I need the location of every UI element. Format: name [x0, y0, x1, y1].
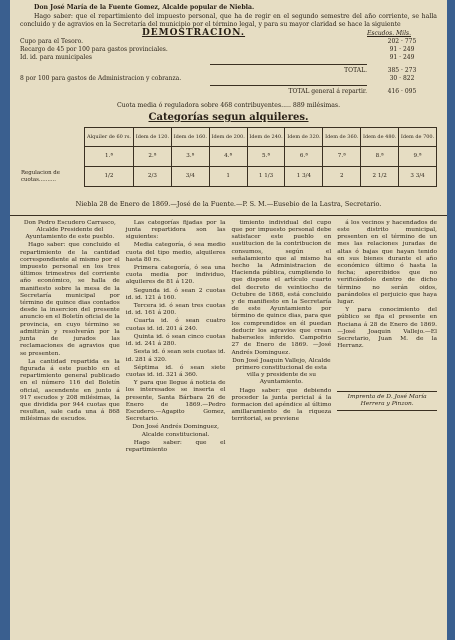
column-3: [232, 220, 332, 455]
table-cell: 6.ª: [285, 147, 323, 167]
demo-row-value: 30 · 822: [389, 74, 415, 82]
column-1: [20, 220, 120, 455]
demo-row-value: 416 · 095: [387, 87, 417, 95]
table-cell: 5.ª: [247, 147, 285, 167]
demo-row: [20, 54, 437, 62]
demo-row-mid: [307, 54, 367, 62]
demo-row-label: Recargo de 45 por 100 para gastos provinciales.: [20, 45, 168, 53]
demostracion-title: DEMOSTRACION.: [141, 28, 246, 39]
date-signature-line: Niebla 28 de Enero de 1869.—José de la Fuente.—P. S. M.—Eusebio de la Lastra, Secretario.: [75, 200, 382, 209]
total-rule: [210, 85, 367, 86]
demo-row-label: 8 por 100 para gastos de Administracion y cobranza.: [20, 74, 182, 82]
table-header-row: [20, 128, 437, 147]
demo-row-mid: TOTAL general á repartir.: [288, 87, 367, 95]
currency-header: Escudos. Mils.: [367, 30, 411, 38]
paragraph: Sesta id. ó sean seis cuotas id. id. 281 á 320.: [125, 349, 226, 363]
intro-text: Hago saber: que el repartimiento del impuesto personal, que ha de regir en el segundo semestre del año corriente, se halla concluido y de agravios en la Secretaría del municipio por el término legal, y para su mayor claridad se hace la siguiente: [20, 13, 437, 28]
categorias-table: [20, 127, 437, 187]
announcement-heading: Don José Joaquin Vallejo, Alcalde primero constitucional de esta villa y presidente de su Ayuntamiento.: [232, 357, 331, 386]
table-cell: 2 1/2: [361, 167, 399, 187]
demo-row-label: Cupo para el Tesoro.: [20, 37, 84, 45]
table-cell: 1 1/3: [247, 167, 285, 187]
table-cell: 4.ª: [209, 147, 247, 167]
paragraph: Cuarta id. ó sean cuatro cuotas id. id. 201 á 240.: [125, 318, 226, 332]
demo-row-value: 91 · 249: [389, 45, 415, 53]
demo-row-mid: [307, 38, 367, 46]
intro-heading: Don José María de la Fuente Gomez, Alcalde popular de Niebla.: [34, 4, 255, 11]
table-header: Idem de 200.: [209, 128, 247, 147]
table-row: [20, 167, 437, 187]
paragraph: Y para conocimiento del público se fija el presente en Rociana á 28 de Enero de 1869.—José Joaquin Vallejo.—El Secretario, Juan M. de la Herranz.: [337, 307, 437, 350]
demo-row: [20, 38, 437, 46]
table-header: Alquiler de 60 rs.: [85, 128, 134, 147]
table-header: Idem de 360.: [323, 128, 361, 147]
document-page: [10, 0, 447, 640]
paragraph: Las categorías fijadas por la junta repartidora son las siguientes:: [125, 219, 226, 241]
table-cell: 7.ª: [323, 147, 361, 167]
table-cell: 2.ª: [133, 147, 171, 167]
announcement-heading: Don Pedro Escudero Carrasco, Alcalde Presidente del Ayuntamiento de este pueblo.: [23, 219, 116, 241]
table-cell: 2/3: [133, 167, 171, 187]
demostracion-table: [20, 38, 437, 96]
paragraph: Y para que llegue á noticia de los interesados se inserta el presente, Santa Bárbara 26 de Enero de 1869.—Pedro Escudero.—Agapito Gomez, Secretario.: [125, 380, 226, 423]
paragraph: timiento individual del cupo que por impuesto personal debe satisfacer este pueblo en sustitucion de la contribucion de consumos, según el señalamiento que al mismo ha hecho la Administracion de Hacienda pública, cumpliendo lo que dispone el artículo cuarto del decreto de veintiocho de Octubre de 1868, está concluido y de manifiesto en la Secretaría de este Ayuntamiento por término de quince dias, para que los comprendidos en él puedan deducir los agravios que crean haberseles inferido. Campofrio 27 de Enero de 1869. —José Andrés Dominguez.: [231, 219, 332, 356]
demo-row-value: 385 · 273: [387, 66, 417, 74]
cuota-media: Cuota media ó reguladora sobre 468 contribuyentes..... 889 milésimas.: [116, 101, 341, 109]
paragraph: Séptima id. ó sean siete cuotas id. id. 321 á 360.: [125, 364, 226, 378]
table-cell: 8.ª: [361, 147, 399, 167]
demo-row-label: Id. id. para municipales: [20, 53, 92, 61]
total-rule: [210, 64, 367, 65]
demo-row-mid: TOTAL.: [344, 66, 367, 74]
demo-row-mid: [307, 75, 367, 83]
paragraph: Quinta id. ó sean cinco cuotas id. id. 241 á 280.: [125, 333, 226, 348]
table-header: Idem de 240.: [247, 128, 285, 147]
table-cell: 3/4: [171, 167, 209, 187]
table-header: Idem de 120.: [133, 128, 171, 147]
table-cell: 1.ª: [85, 147, 134, 167]
demo-row-value: 202 · 775: [387, 37, 417, 45]
table-header: Idem de 160.: [171, 128, 209, 147]
demo-row: [20, 67, 437, 75]
announcement-heading: Don José Andrés Dominguez, Alcalde constitucional.: [132, 424, 220, 438]
paragraph: Primera categoría, ó sea una cuota media por individuo, alquileres de 81 á 120.: [125, 265, 226, 286]
paragraph: Hago saber: que concluido el repartimiento de la cantidad correspondiente al mismo por el impuesto personal en los tres últimos trimestres del corriente año económico, se halla de manifiesto sobre la mesa de la Secretaría municipal por término de quince dias contados desde la insercion del presente anuncio en el Boletín oficial de la provincia, en cuyo término se admitirán y resolverán por la junta de jurados las reclamaciones de agravios que se presenten.: [20, 242, 120, 357]
paragraph: Segunda id. ó sean 2 cuotas id. id. 121 á 160.: [125, 287, 226, 301]
table-cell: 1 3/4: [285, 167, 323, 187]
paragraph: Hago saber: que el repartimiento: [125, 439, 226, 453]
categorias-title: Categorías segun alquileres.: [148, 112, 309, 124]
demo-row: [20, 75, 437, 83]
table-header: Idem de 700.: [399, 128, 437, 147]
table-cell: 1/2: [85, 167, 134, 187]
row-label: Regulacion de cuotas..........: [21, 169, 60, 183]
demostracion-heading: [20, 30, 437, 37]
column-2: [126, 220, 226, 455]
paragraph: La cantidad repartida es la figurada á este pueblo en el repartimiento general publicado en el número 116 del Boletín oficial, ascendente en junto á 917 escudos y 208 milésimas, la que dividida por 944 cuotas que resultan, sale cada una á 868 milésimas de escudos.: [20, 358, 120, 423]
demo-row: [20, 46, 437, 54]
demo-row-label: [20, 67, 307, 75]
paragraph: Media categoría, ó sea medio cuota del tipo medio, alquileres hasta 80 rs.: [125, 242, 226, 263]
table-cell: 1: [209, 167, 247, 187]
table-cell: 9.ª: [399, 147, 437, 167]
table-row: [20, 147, 437, 167]
column-4: [337, 220, 437, 455]
table-header: Idem de 480.: [361, 128, 399, 147]
paragraph: Tercera id. ó sean tres cuotas id. id. 161 á 200.: [125, 303, 226, 317]
paragraph: Hago saber: que debiendo proceder la junta pericial á la formacion del apéndice al último amillaramiento de la riqueza territorial, se previene: [231, 387, 332, 423]
announcements-columns: [10, 216, 447, 459]
demo-row-mid: [307, 46, 367, 54]
printer-imprint: Imprenta de D. José María Herrera y Pinzon.: [337, 391, 437, 411]
demo-row-label: [20, 88, 207, 96]
table-cell: 2: [323, 167, 361, 187]
header-section: [10, 0, 447, 209]
demo-row: [20, 88, 437, 96]
demo-row-value: 91 · 249: [389, 53, 415, 61]
table-cell: 3 3/4: [399, 167, 437, 187]
paragraph: á los vecinos y hacendados de este distrito municipal, presenten en el término de un mes las relaciones juradas de altas ó bajas que hayan tenido en sus bienes durante el año económico último ó hasta la fecha; apercibidos que no verificándolo dentro de dicho término no serán oidos, parándoles el perjuicio que haya lugar.: [337, 219, 437, 306]
table-header: Idem de 320.: [285, 128, 323, 147]
table-cell: 3.ª: [171, 147, 209, 167]
